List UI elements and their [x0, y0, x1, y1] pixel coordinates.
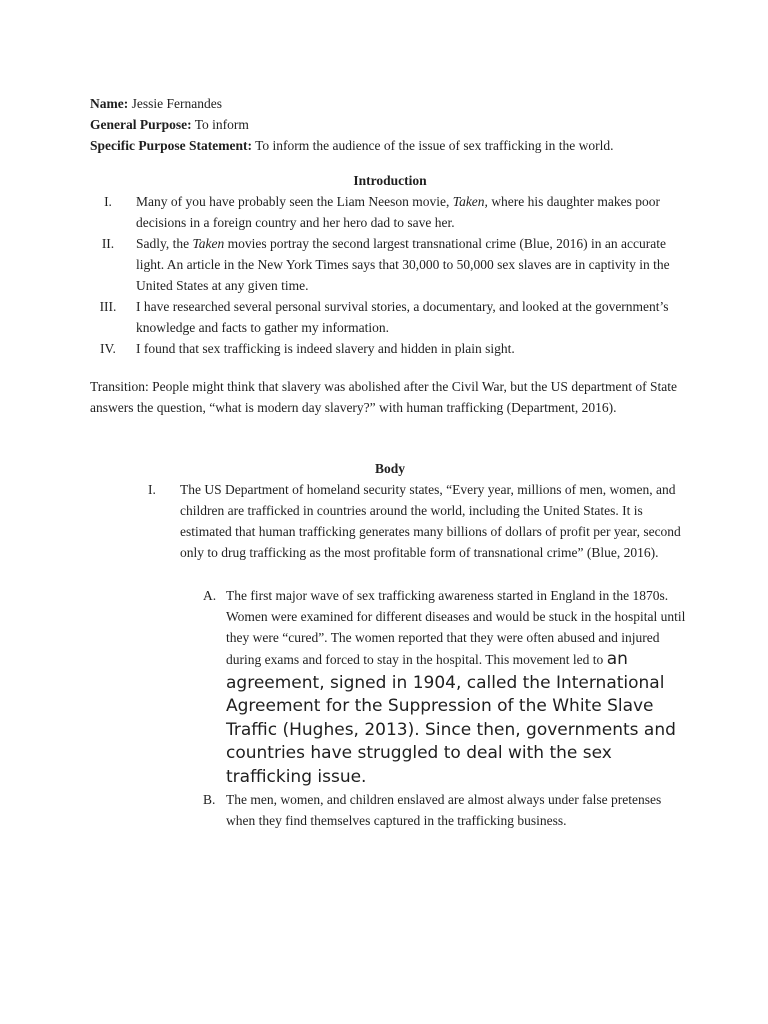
specific-purpose-label: Specific Purpose Statement: — [90, 138, 252, 153]
intro-item — [90, 296, 690, 338]
sub-point-list — [90, 585, 690, 831]
intro-item-number: II. — [101, 236, 115, 251]
name-line — [90, 93, 690, 114]
intro-item-number: III. — [99, 299, 117, 314]
intro-item — [90, 191, 690, 233]
sub-point-text: The men, women, and children enslaved are almost always under false pretenses when they find themselves captured in the trafficking business. — [226, 792, 662, 828]
intro-item-text: Many of you have probably seen the Liam Neeson movie, — [136, 194, 453, 209]
intro-item — [90, 338, 690, 359]
intro-item-text: movies portray the second largest transnational crime (Blue, 2016) in an accurate light. An article in the New York Times says that 30,000 to 50,000 sex slaves are in captivity in the United States at any given time. — [136, 236, 670, 293]
sub-point-large-text: an agreement, signed in 1904, called the International Agreement for the Suppression of the White Slave Traffic (Hughes, 2013). Since then, governments and countries have struggled to deal with the sex trafficking issue. — [226, 649, 676, 787]
general-purpose-line — [90, 114, 690, 135]
document-page — [90, 93, 690, 831]
sub-point-letter: B. — [203, 792, 216, 807]
intro-item-text: I have researched several personal survival stories, a documentary, and looked at the government’s knowledge and facts to gather my information. — [136, 299, 669, 335]
intro-item — [90, 233, 690, 296]
movie-title: Taken, — [452, 194, 488, 209]
body-point-text: The US Department of homeland security states, “Every year, millions of men, women, and children are trafficked in countries around the world, including the United States. It is estimated that human trafficking generates many billions of dollars of profit per year, second only to drug trafficking as the most profitable form of transnational crime” (Blue, 2016). — [180, 482, 681, 560]
specific-purpose-line — [90, 135, 690, 156]
body-heading: Body — [374, 461, 405, 476]
intro-item-number: IV. — [100, 341, 116, 356]
body-point-number: I. — [148, 482, 156, 497]
general-purpose-value: To inform — [194, 117, 249, 132]
sub-point-text: The first major wave of sex trafficking awareness started in England in the 1870s. Women were examined for different diseases and would be stuck in the hospital until they were “cured”. The women reported that they were often abused and injured during exams and forced to stay in the hospital. This movement led to — [226, 588, 686, 667]
transition-paragraph: Transition: People might think that slavery was abolished after the Civil War, but the US department of State answers the question, “what is modern day slavery?” with human trafficking (Department, 2016). — [90, 379, 678, 415]
general-purpose-label: General Purpose: — [90, 117, 192, 132]
introduction-heading: Introduction — [353, 173, 427, 188]
name-label: Name: — [90, 96, 129, 111]
intro-item-text: I found that sex trafficking is indeed slavery and hidden in plain sight. — [136, 341, 515, 356]
sub-point-letter: A. — [203, 588, 217, 603]
body-main-point — [90, 479, 690, 563]
sub-point — [90, 789, 690, 831]
sub-point — [90, 585, 690, 789]
intro-item-text: Sadly, the — [136, 236, 193, 251]
intro-item-text: where his daughter makes poor decisions in a foreign country and her hero dad to save her. — [136, 194, 661, 230]
intro-item-number: I. — [104, 194, 112, 209]
movie-title: Taken — [192, 236, 225, 251]
specific-purpose-value: To inform the audience of the issue of sex trafficking in the world. — [255, 138, 614, 153]
name-value: Jessie Fernandes — [131, 96, 222, 111]
